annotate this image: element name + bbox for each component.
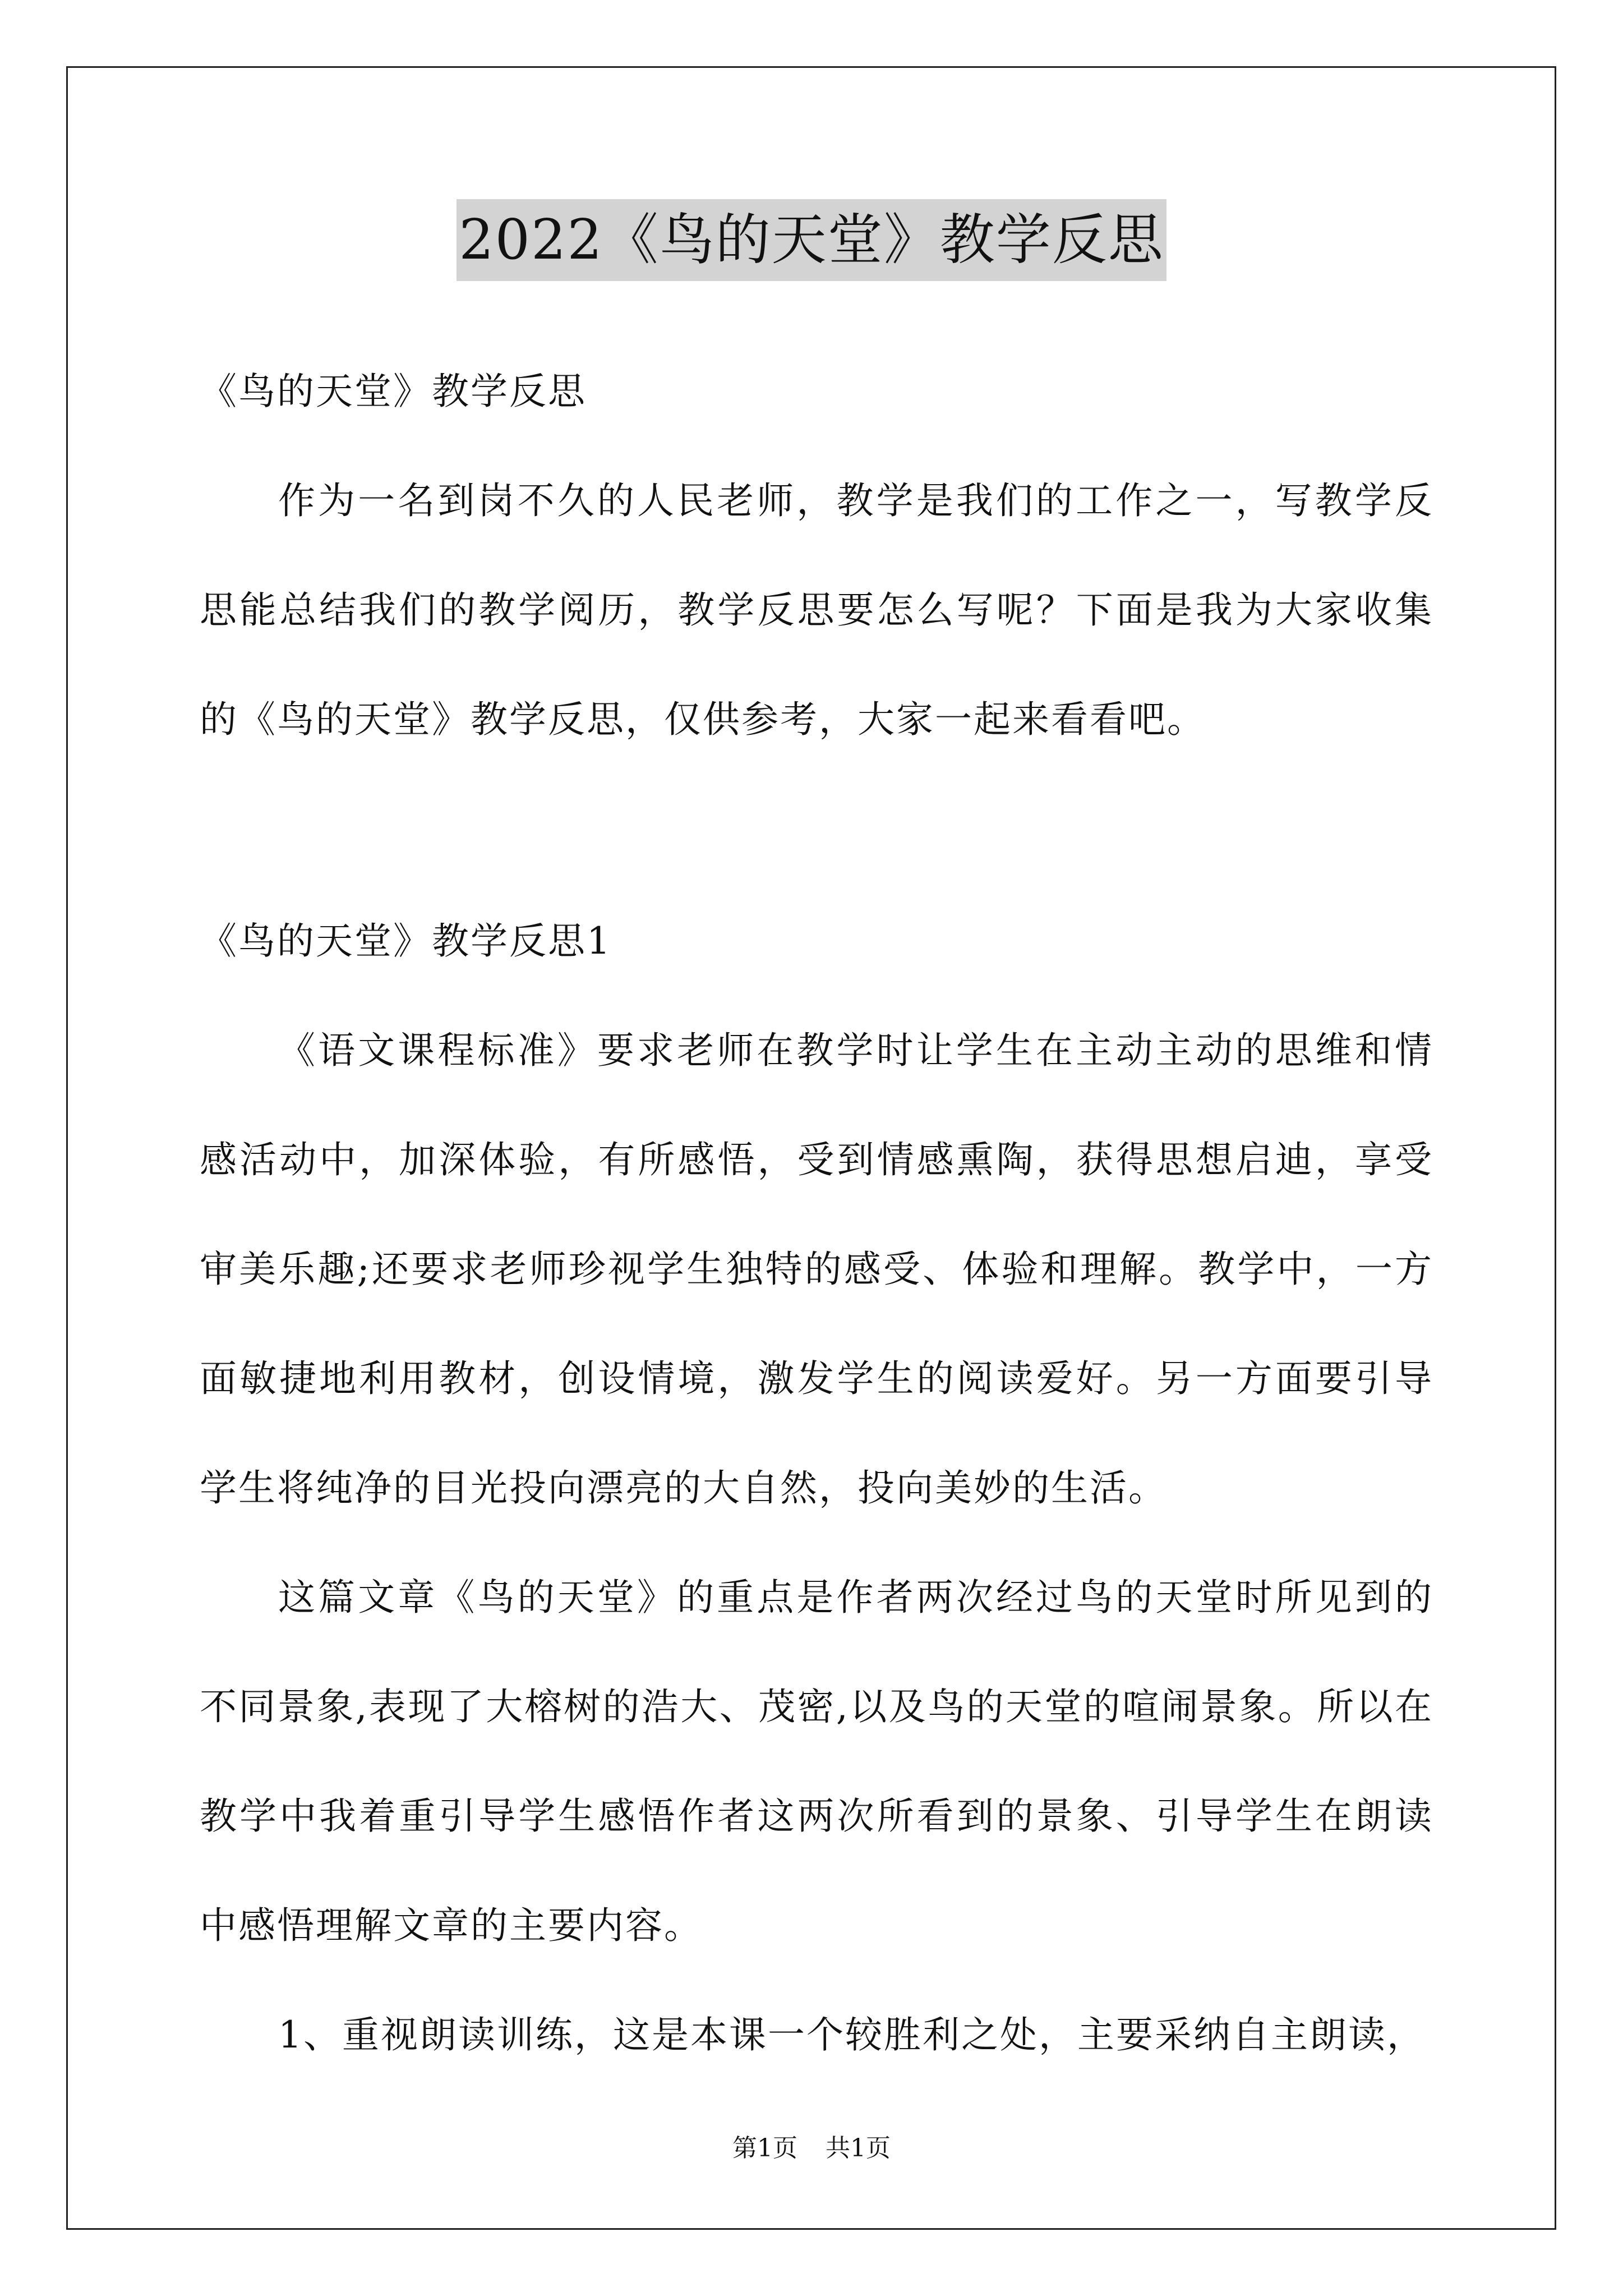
page-number-current: 第1页 [732, 2134, 797, 2162]
body-paragraph: 这篇文章《鸟的天堂》的重点是作者两次经过鸟的天堂时所见到的不同景象,表现了大榕树的浩大、茂密,以及鸟的天堂的喧闹景象。所以在教学中我着重引导学生感悟作者这两次所看到的景象、引导学生在朗读中感悟理解文章的主要内容。 [200, 1576, 1433, 1947]
page-number-total: 共1页 [826, 2134, 891, 2162]
body-paragraph: 1、重视朗读训练，这是本课一个较胜利之处，主要采纳自主朗读， [278, 2013, 1426, 2056]
document-subtitle: 《鸟的天堂》教学反思 [200, 370, 587, 413]
document-title: 2022《鸟的天堂》教学反思 [457, 199, 1166, 281]
section-heading: 《鸟的天堂》教学反思1 [200, 919, 612, 963]
page-footer [0, 2132, 1623, 2165]
intro-paragraph: 作为一名到岗不久的人民老师，教学是我们的工作之一，写教学反思能总结我们的教学阅历，教学反思要怎么写呢？下面是我为大家收集的《鸟的天堂》教学反思，仅供参考，大家一起来看看吧。 [200, 479, 1433, 741]
document-body [200, 337, 1433, 2090]
body-paragraph: 《语文课程标准》要求老师在教学时让学生在主动主动的思维和情感活动中，加深体验，有所感悟，受到情感熏陶，获得思想启迪，享受审美乐趣;还要求老师珍视学生独特的感受、体验和理解。教学中，一方面敏捷地利用教材，创设情境，激发学生的阅读爱好。另一方面要引导学生将纯净的目光投向漂亮的大自然，投向美妙的生活。 [200, 1029, 1433, 1510]
title-container [0, 199, 1623, 281]
